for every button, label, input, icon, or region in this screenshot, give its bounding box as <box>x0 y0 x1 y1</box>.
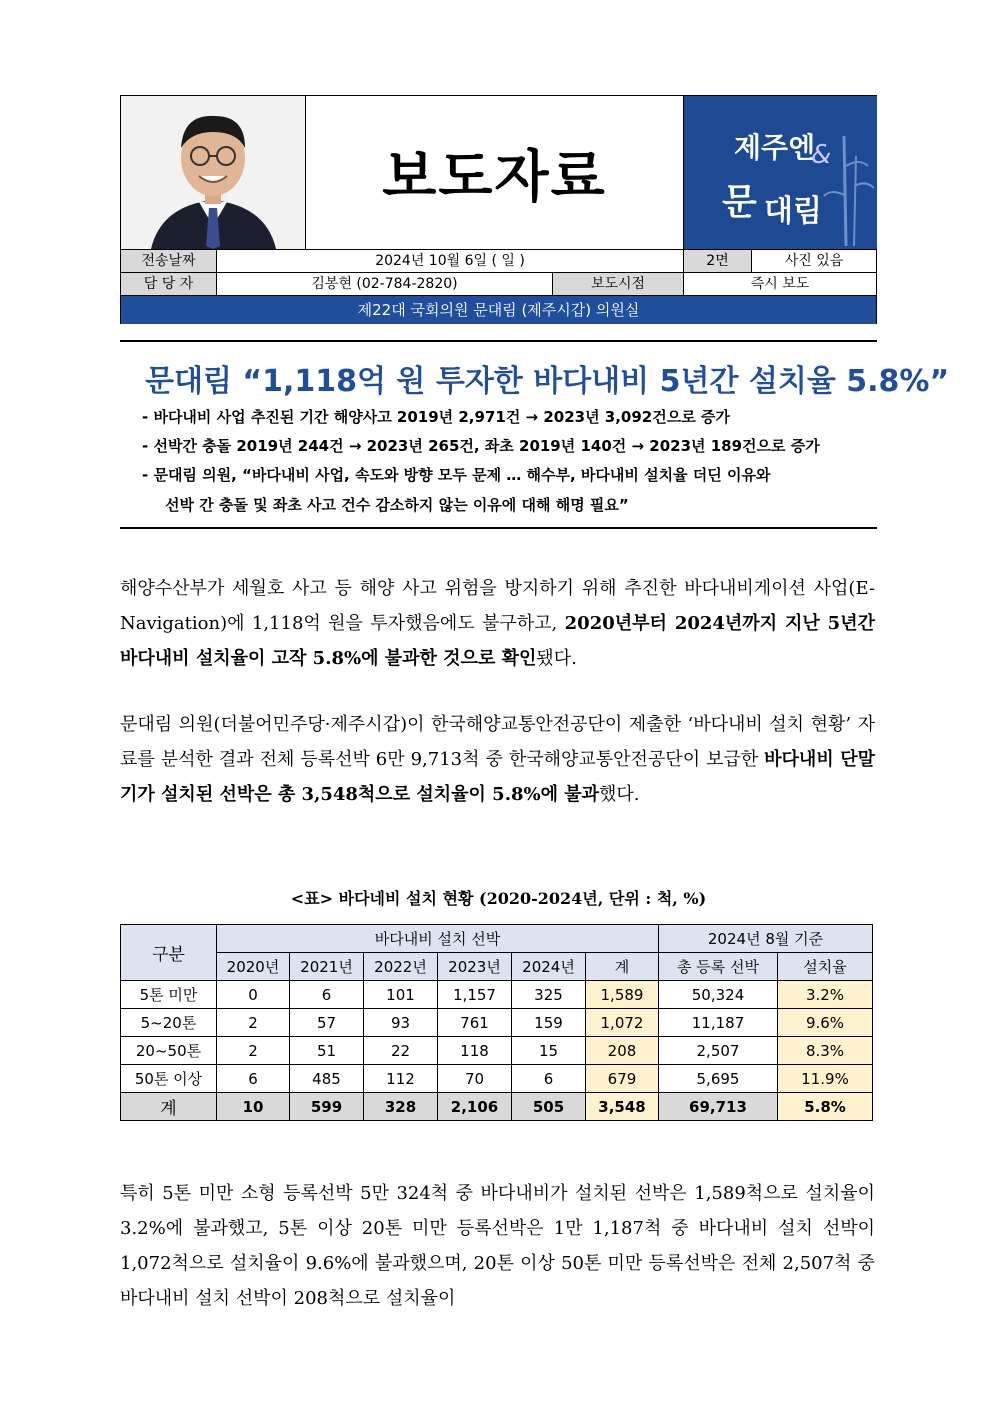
headline-bullet-3-continued: 선박 간 충돌 및 좌초 사고 건수 감소하지 않는 이유에 대해 해명 필요” <box>165 496 629 514</box>
table-cell: 20~50톤 <box>121 1037 217 1065</box>
table-cell: 5,695 <box>659 1065 778 1093</box>
body-paragraph-3 <box>120 1176 875 1316</box>
table-cell: 599 <box>290 1093 364 1121</box>
headline-bullet-1: - 바다내비 사업 추진된 기간 해양사고 2019년 2,971건 → 2023년 3,092건으로 증가 <box>142 408 730 426</box>
body-paragraph-1 <box>120 571 875 676</box>
headline-box <box>120 340 950 529</box>
table-cell: 2 <box>217 1037 290 1065</box>
table-cell: 328 <box>364 1093 438 1121</box>
table-cell: 6 <box>217 1065 290 1093</box>
table-cell: 50,324 <box>659 981 778 1009</box>
send-date-value: 2024년 10월 6일 ( 일 ) <box>216 250 683 272</box>
table-cell: 118 <box>438 1037 512 1065</box>
lawmaker-photo <box>121 96 306 249</box>
p3-text: 특히 5톤 미만 소형 등록선박 5만 324척 중 바다내비가 설치된 선박은 1,589척으로 설치율이 3.2%에 불과했고, 5톤 이상 20톤 미만 등록선박은 1만 1,187척 중 바다내비 설치 선박이 1,072척으로 설치율이 9.6%에 불과했으며, 20톤 이상 50톤 미만 등록선박은 전체 2,507척 중 바다내비 설치 선박이 208척으로 설치율이 <box>120 1183 875 1309</box>
table-cell: 51 <box>290 1037 364 1065</box>
table-cell: 11.9% <box>778 1065 873 1093</box>
logo-text-line2b: 대림 <box>764 194 822 229</box>
table-row <box>121 1037 873 1065</box>
table-cell: 2,507 <box>659 1037 778 1065</box>
table-cell: 50톤 이상 <box>121 1065 217 1093</box>
table-cell: 10 <box>217 1093 290 1121</box>
contact-row <box>121 272 876 295</box>
brand-logo <box>683 96 877 249</box>
table-cell: 1,072 <box>586 1009 659 1037</box>
office-name: 제22대 국회의원 문대림 (제주시갑) 의원실 <box>357 301 640 319</box>
table-caption: <표> 바다네비 설치 현황 (2020-2024년, 단위 : 척, %) <box>290 889 707 908</box>
col-header: 2022년 <box>364 953 438 981</box>
table-cell: 5~20톤 <box>121 1009 217 1037</box>
table-row <box>121 1065 873 1093</box>
p1-text-c: 됐다. <box>536 648 577 669</box>
p2-text-bold: 바다내비 단말기가 설치된 선박은 총 3,548척으로 설치율이 5.8%에 불과 <box>120 749 875 805</box>
page-count: 2면 <box>683 250 751 272</box>
col-header: 계 <box>586 953 659 981</box>
table-cell: 505 <box>512 1093 586 1121</box>
table-cell: 679 <box>586 1065 659 1093</box>
logo-text-line2a: 문 <box>722 182 757 223</box>
table-cell: 1,589 <box>586 981 659 1009</box>
header-basis: 2024년 8월 기준 <box>659 925 873 953</box>
table-cell: 2 <box>217 1009 290 1037</box>
table-cell: 208 <box>586 1037 659 1065</box>
col-header: 총 등록 선박 <box>659 953 778 981</box>
release-label: 보도시점 <box>552 273 683 295</box>
header-group: 구분 <box>121 925 217 981</box>
table-row <box>121 1009 873 1037</box>
table-cell: 70 <box>438 1065 512 1093</box>
contact-label: 담 당 자 <box>121 273 216 295</box>
table-cell: 159 <box>512 1009 586 1037</box>
p1-text-a: 해양수산부가 세월호 사고 등 해양 사고 위험을 방지하기 위해 추진한 바다내비게이션 사업(E-Navigation)에 1,118억 원을 투자했음에도 불구하고, <box>120 578 875 634</box>
col-header: 2021년 <box>290 953 364 981</box>
table-cell: 9.6% <box>778 1009 873 1037</box>
table-cell: 1,157 <box>438 981 512 1009</box>
p2-text-c: 했다. <box>599 784 640 805</box>
table-total-row <box>121 1093 873 1121</box>
contact-value: 김봉현 (02-784-2820) <box>216 273 552 295</box>
headline-title: 문대림 “1,118억 원 투자한 바다내비 5년간 설치율 5.8%” <box>145 364 950 399</box>
table-cell: 6 <box>290 981 364 1009</box>
logo-ampersand: & <box>811 140 832 170</box>
table-cell: 8.3% <box>778 1037 873 1065</box>
press-release-title-cell <box>306 96 683 249</box>
col-header: 2023년 <box>438 953 512 981</box>
table-cell: 0 <box>217 981 290 1009</box>
table-cell: 112 <box>364 1065 438 1093</box>
p2-text-a: 문대림 의원(더불어민주당·제주시갑)이 한국해양교통안전공단이 제출한 ‘바다내비 설치 현황’ 자료를 분석한 결과 전체 등록선박 6만 9,713척 중 한국해양교통안전공단이 보급한 <box>120 714 875 770</box>
table-cell: 15 <box>512 1037 586 1065</box>
table-cell: 57 <box>290 1009 364 1037</box>
send-date-row <box>121 249 876 272</box>
col-header: 설치율 <box>778 953 873 981</box>
table-cell: 325 <box>512 981 586 1009</box>
table-cell: 761 <box>438 1009 512 1037</box>
table-cell: 3.2% <box>778 981 873 1009</box>
table-cell: 11,187 <box>659 1009 778 1037</box>
release-value: 즉시 보도 <box>683 273 876 295</box>
header-install: 바다내비 설치 선박 <box>217 925 659 953</box>
office-row <box>121 295 876 324</box>
table-cell: 5.8% <box>778 1093 873 1121</box>
send-date-label: 전송날짜 <box>121 250 216 272</box>
body-paragraph-2 <box>120 707 875 812</box>
table-cell: 485 <box>290 1065 364 1093</box>
press-header <box>120 95 877 324</box>
table-cell: 22 <box>364 1037 438 1065</box>
table-cell: 3,548 <box>586 1093 659 1121</box>
press-release-title: 보도자료 <box>382 144 607 210</box>
table-row <box>121 981 873 1009</box>
table-cell: 69,713 <box>659 1093 778 1121</box>
col-header: 2020년 <box>217 953 290 981</box>
photo-status: 사진 있음 <box>751 250 876 272</box>
headline-bullet-2: - 선박간 충돌 2019년 244건 → 2023년 265건, 좌초 2019년 140건 → 2023년 189건으로 증가 <box>142 437 820 455</box>
table-cell: 93 <box>364 1009 438 1037</box>
logo-text-line1: 제주엔 <box>734 131 816 164</box>
installation-table <box>120 924 873 1121</box>
table-cell: 2,106 <box>438 1093 512 1121</box>
col-header: 2024년 <box>512 953 586 981</box>
table-cell: 계 <box>121 1093 217 1121</box>
table-cell: 6 <box>512 1065 586 1093</box>
p1-text-bold: 2020년부터 2024년까지 지난 5년간 바다내비 설치율이 고작 5.8%에 불과한 것으로 확인 <box>120 613 875 669</box>
table-cell: 5톤 미만 <box>121 981 217 1009</box>
table-cell: 101 <box>364 981 438 1009</box>
headline-bullet-3: - 문대림 의원, “바다내비 사업, 속도와 방향 모두 문제 … 해수부, 바다내비 설치율 더딘 이유와 <box>142 466 771 484</box>
